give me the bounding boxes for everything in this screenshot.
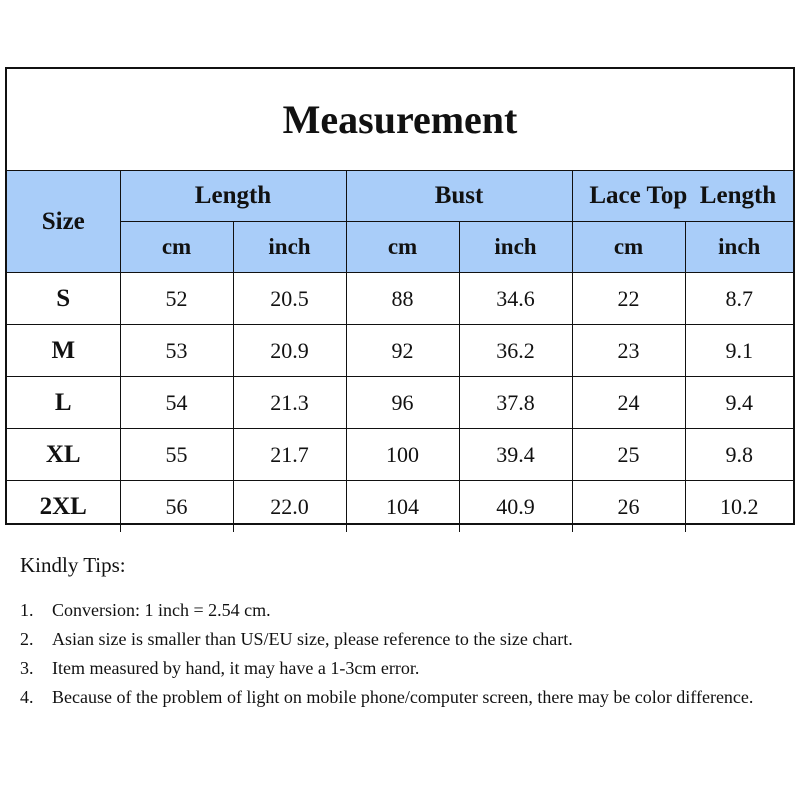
table-cell: 20.5 [233, 273, 346, 325]
table-cell: 8.7 [685, 273, 793, 325]
table-cell: 39.4 [459, 429, 572, 481]
table-cell: 56 [120, 481, 233, 533]
table-cell: 20.9 [233, 325, 346, 377]
tips-list [20, 596, 790, 712]
table-row [7, 429, 793, 481]
table-cell: 104 [346, 481, 459, 533]
list-item [20, 625, 790, 654]
size-label: M [7, 325, 120, 377]
table-cell: 34.6 [459, 273, 572, 325]
tip-text: Because of the problem of light on mobile phone/computer screen, there may be color difference. [52, 687, 754, 707]
size-chart [5, 67, 795, 525]
tip-number: 1. [20, 600, 34, 620]
table-cell: 22.0 [233, 481, 346, 533]
size-column-header: Size [7, 171, 120, 273]
unit-header: inch [685, 222, 793, 273]
size-label: S [7, 273, 120, 325]
table-cell: 25 [572, 429, 685, 481]
table-cell: 52 [120, 273, 233, 325]
tip-number: 3. [20, 658, 34, 678]
chart-title: Measurement [7, 69, 793, 171]
table-cell: 9.8 [685, 429, 793, 481]
table-cell: 55 [120, 429, 233, 481]
tip-text: Item measured by hand, it may have a 1-3cm error. [52, 658, 420, 678]
table-cell: 96 [346, 377, 459, 429]
unit-header: cm [572, 222, 685, 273]
table-cell: 24 [572, 377, 685, 429]
table-cell: 100 [346, 429, 459, 481]
tips-title: Kindly Tips: [20, 553, 126, 577]
kindly-tips [20, 553, 790, 712]
table-row [7, 325, 793, 377]
table-cell: 10.2 [685, 481, 793, 533]
size-label: 2XL [7, 481, 120, 533]
table-cell: 26 [572, 481, 685, 533]
unit-header: cm [120, 222, 233, 273]
table-cell: 23 [572, 325, 685, 377]
size-table [7, 171, 793, 532]
table-cell: 21.3 [233, 377, 346, 429]
size-label: L [7, 377, 120, 429]
unit-header: cm [346, 222, 459, 273]
table-cell: 22 [572, 273, 685, 325]
table-cell: 88 [346, 273, 459, 325]
unit-header: inch [233, 222, 346, 273]
group-header-bust: Bust [346, 171, 572, 222]
list-item [20, 596, 790, 625]
table-cell: 36.2 [459, 325, 572, 377]
table-cell: 9.4 [685, 377, 793, 429]
table-row [7, 377, 793, 429]
table-cell: 53 [120, 325, 233, 377]
tip-number: 2. [20, 629, 34, 649]
table-cell: 37.8 [459, 377, 572, 429]
group-header-length: Length [120, 171, 346, 222]
table-cell: 9.1 [685, 325, 793, 377]
unit-header: inch [459, 222, 572, 273]
tip-text: Asian size is smaller than US/EU size, please reference to the size chart. [52, 629, 573, 649]
table-cell: 92 [346, 325, 459, 377]
header-row-units [7, 222, 793, 273]
group-header-lace-top-length: Lace Top Length [572, 171, 793, 222]
tip-number: 4. [20, 687, 34, 707]
table-cell: 21.7 [233, 429, 346, 481]
table-cell: 40.9 [459, 481, 572, 533]
tip-text: Conversion: 1 inch = 2.54 cm. [52, 600, 271, 620]
header-row-groups [7, 171, 793, 222]
table-row [7, 273, 793, 325]
table-row [7, 481, 793, 533]
size-label: XL [7, 429, 120, 481]
list-item [20, 654, 790, 683]
table-cell: 54 [120, 377, 233, 429]
list-item [20, 683, 790, 712]
